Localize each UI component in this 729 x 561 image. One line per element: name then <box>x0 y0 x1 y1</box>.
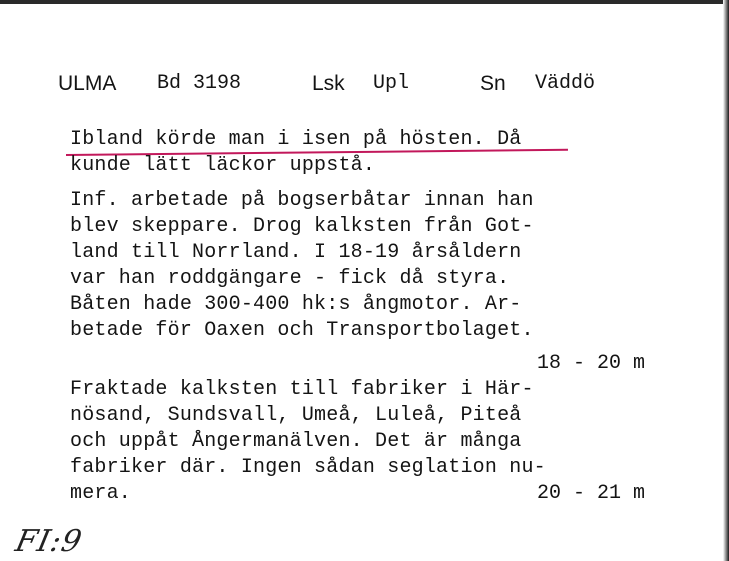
socken-value: Väddö <box>535 72 596 95</box>
body-line-2: kunde lätt läckor uppstå. <box>70 154 376 177</box>
card-top-edge <box>0 0 729 4</box>
card-right-edge <box>723 0 729 561</box>
archive-label: ULMA <box>58 72 117 95</box>
body-line-11: och uppåt Ångermanälven. Det är många <box>70 430 522 453</box>
handwritten-signature: FI:9 <box>12 524 86 559</box>
body-line-9: Fraktade kalksten till fabriker i Här- <box>70 378 534 401</box>
body-line-8: betade för Oaxen och Transportbolaget. <box>70 319 534 342</box>
archive-value: Bd 3198 <box>157 72 242 95</box>
reference-1: 18 - 20 m <box>537 352 646 375</box>
body-line-1: Ibland körde man i isen på hösten. Då <box>70 128 522 151</box>
socken-label: Sn <box>480 72 506 95</box>
body-line-12: fabriker där. Ingen sådan seglation nu- <box>70 456 546 479</box>
landskap-label: Lsk <box>312 72 345 95</box>
body-line-6: var han roddgängare - fick då styra. <box>70 267 510 290</box>
body-line-4: blev skeppare. Drog kalksten från Got- <box>70 215 534 238</box>
body-line-10: nösand, Sundsvall, Umeå, Luleå, Piteå <box>70 404 522 427</box>
body-line-13: mera. <box>70 482 132 505</box>
body-line-7: Båten hade 300-400 hk:s ångmotor. Ar- <box>70 293 522 316</box>
landskap-value: Upl <box>373 72 410 95</box>
reference-2: 20 - 21 m <box>537 482 646 505</box>
body-line-5: land till Norrland. I 18-19 årsåldern <box>70 241 522 264</box>
body-line-3: Inf. arbetade på bogserbåtar innan han <box>70 189 534 212</box>
